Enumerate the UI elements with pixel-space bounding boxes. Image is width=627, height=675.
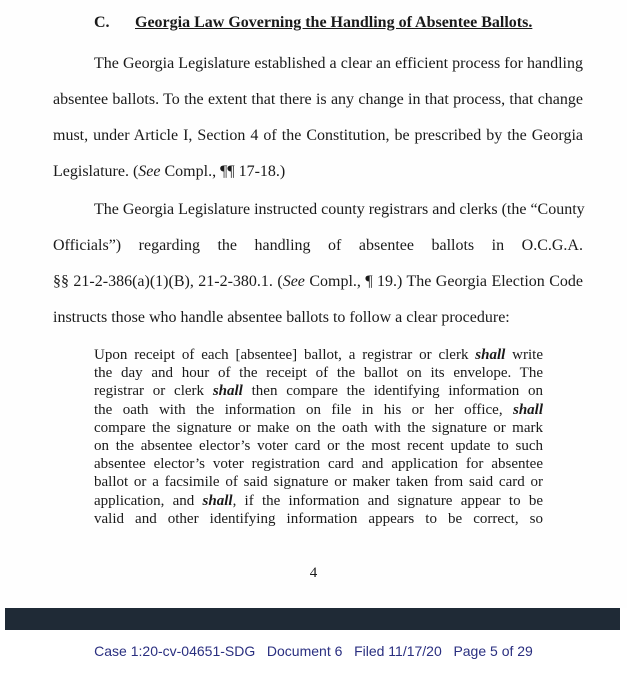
- filed-date: Filed 11/17/20: [354, 643, 442, 659]
- quote-line: on the absentee elector’s voter card or the most recent update to such: [94, 438, 543, 455]
- quote-line: the day and hour of the receipt of the ballot on its envelope. The: [94, 365, 543, 382]
- paragraph2-line2: Officials”) regarding the handling of absentee ballots in O.C.G.A.: [53, 237, 583, 254]
- section-title: Georgia Law Governing the Handling of Absentee Ballots.: [135, 14, 533, 31]
- quote-line: the oath with the information on file in his or her office, shall: [94, 401, 543, 418]
- block-quote: [94, 346, 543, 528]
- quote-line: absentee elector’s voter registration card and application for absentee: [94, 456, 543, 473]
- section-heading: [94, 14, 532, 32]
- quote-line: valid and other identifying information appears to be correct, so: [94, 510, 543, 527]
- page-count: Page 5 of 29: [453, 643, 533, 659]
- paragraph2-line3: §§ 21-2-386(a)(1)(B), 21-2-380.1. (See Compl., ¶ 19.) The Georgia Election Code: [53, 273, 583, 290]
- quote-line: Upon receipt of each [absentee] ballot, a registrar or clerk shall write: [94, 347, 543, 363]
- page-number: 4: [309, 565, 318, 581]
- paragraph1-line3: must, under Article I, Section 4 of the Constitution, be prescribed by the Georgia: [53, 127, 583, 144]
- page-divider-band: [5, 608, 620, 630]
- paragraph1-line2: absentee ballots. To the extent that there is any change in that process, that change: [53, 91, 583, 108]
- quote-line: application, and shall, if the information and signature appear to be: [94, 492, 543, 509]
- case-number: Case 1:20-cv-04651-SDG: [94, 643, 256, 659]
- paragraph2-line1: The Georgia Legislature instructed county registrars and clerks (the “County: [94, 201, 585, 218]
- quote-line: ballot or a facsimile of said signature or maker taken from said card or: [94, 474, 543, 491]
- quote-line: compare the signature or make on the oath with the signature or mark: [94, 419, 543, 436]
- paragraph1-line1: The Georgia Legislature established a clear an efficient process for handling: [94, 55, 583, 72]
- paragraph2-line4: instructs those who handle absentee ballots to follow a clear procedure:: [53, 309, 510, 326]
- document-number: Document 6: [266, 643, 343, 659]
- section-letter: C.: [94, 14, 110, 31]
- case-footer: [0, 643, 627, 659]
- quote-line: registrar or clerk shall then compare the identifying information on: [94, 383, 543, 400]
- paragraph1-line4: Legislature. (See Compl., ¶¶ 17-18.): [53, 163, 286, 180]
